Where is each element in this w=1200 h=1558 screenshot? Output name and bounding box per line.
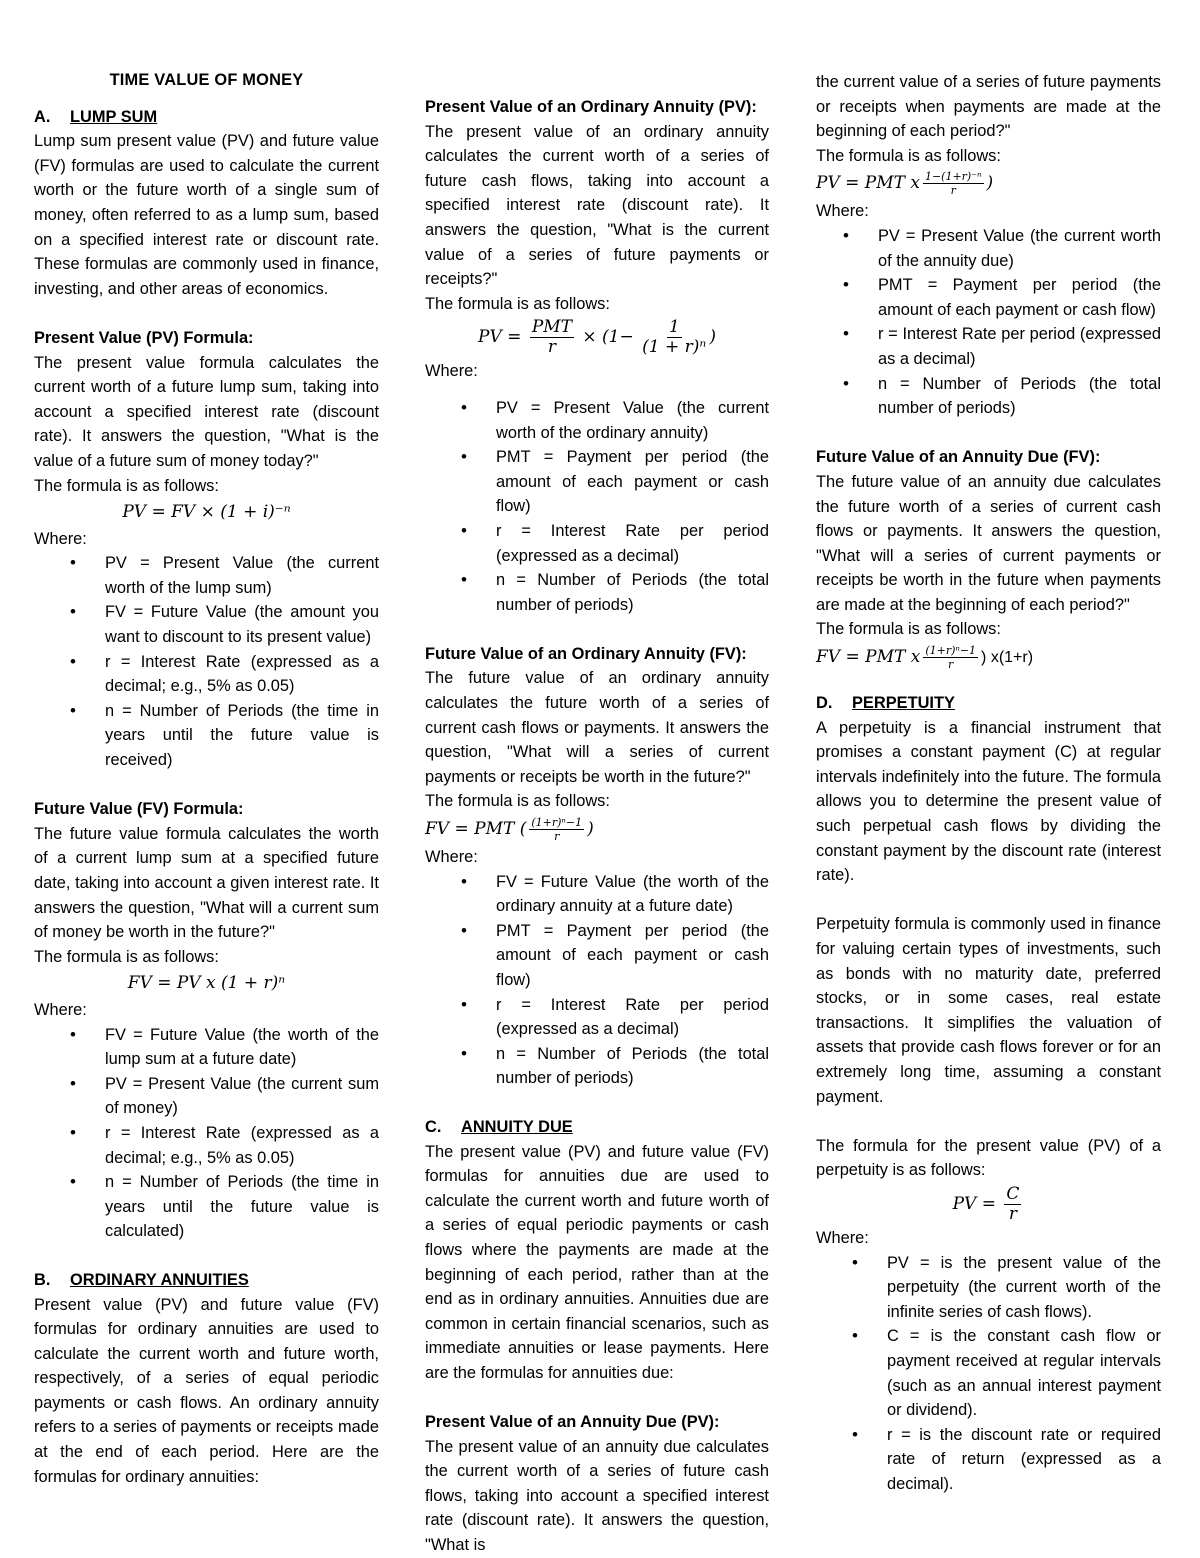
formula-lhs: FV = PMT ( bbox=[425, 819, 527, 840]
list-item: • r = Interest Rate (expressed as a decimal; e.g., 5% as 0.05) bbox=[34, 1121, 379, 1170]
section-letter: B. bbox=[34, 1270, 51, 1289]
list-item: • n = Number of Periods (the total number of periods) bbox=[425, 1042, 769, 1091]
list-item: • PV = is the present value of the perpetuity (the current worth of the infinite series of cash flows). bbox=[816, 1251, 1161, 1325]
formula-lhs: PV = bbox=[952, 1193, 996, 1214]
section-title: ORDINARY ANNUITIES bbox=[70, 1270, 249, 1289]
formula-end: ) bbox=[986, 173, 994, 194]
perpetuity-formula bbox=[816, 1185, 1161, 1224]
fv-ordinary-text: The future value of an ordinary annuity calculates the future worth of a series of current cash flows or payments. It answers the question, "What will a series of current payments or receipts be worth in the future?" bbox=[425, 669, 769, 786]
perpetuity-para-2: Perpetuity formula is commonly used in finance for valuing certain types of investments, such as bonds with no maturity date, preferred stocks, or in some cases, real estate transactions. It simplifies the valuation of assets that provide cash flows forever or for an extremely long time, assuming a constant payment. bbox=[816, 915, 1161, 1106]
list-item: • FV = Future Value (the worth of the ordinary annuity at a future date) bbox=[425, 870, 769, 919]
list-item: • r = Interest Rate per period (expressed as a decimal) bbox=[425, 519, 769, 568]
fv-ordinary-variable-list bbox=[425, 870, 769, 1091]
list-item: • r = is the discount rate or required rate of return (expressed as a decimal). bbox=[816, 1423, 1161, 1497]
formula-lhs: PV = bbox=[478, 327, 522, 348]
pv-formula-heading: Present Value (PV) Formula: bbox=[34, 328, 254, 347]
formula-end: ) bbox=[587, 819, 594, 840]
fv-due-text: The future value of an annuity due calculates the future worth of a series of current cash flows or payments. It answers the question, "What will a series of current payments or receipts be worth in the future when payments are made at the beginning of each period?" bbox=[816, 472, 1161, 614]
where-label: Where: bbox=[34, 529, 87, 548]
pv-ordinary-heading: Present Value of an Ordinary Annuity (PV): bbox=[425, 98, 757, 116]
pv-ordinary-text: The present value of an ordinary annuity calculates the current worth of a series of future cash flows, taking into account a specified interest rate (discount rate). It answers the question, "What is the current value of a series of future payments or receipts?" bbox=[425, 122, 769, 289]
fv-formula: FV = PV x (1 + r)ⁿ bbox=[127, 973, 286, 994]
list-item: • PMT = Payment per period (the amount of each payment or cash flow) bbox=[425, 919, 769, 993]
formula-fraction bbox=[529, 816, 584, 843]
pv-due-formula bbox=[816, 170, 1161, 197]
fv-formula-heading: Future Value (FV) Formula: bbox=[34, 800, 244, 819]
list-item: • n = Number of Periods (the time in years until the future value is received) bbox=[34, 699, 379, 773]
list-item: • r = Interest Rate per period (expressed as a decimal) bbox=[425, 993, 769, 1042]
pv-due-heading: Present Value of an Annuity Due (PV): bbox=[425, 1413, 720, 1432]
formula-fraction bbox=[642, 318, 706, 357]
denominator: r bbox=[554, 830, 560, 844]
section-c-heading bbox=[425, 1115, 769, 1140]
fv-due-formula bbox=[816, 644, 1161, 671]
list-item: • r = Interest Rate (expressed as a decimal; e.g., 5% as 0.05) bbox=[34, 650, 379, 699]
list-item: • PV = Present Value (the current worth of the annuity due) bbox=[816, 224, 1161, 273]
formula-mid: × (1− bbox=[582, 327, 634, 348]
denominator: r bbox=[547, 337, 556, 358]
section-a-heading bbox=[34, 105, 379, 130]
formula-fraction bbox=[530, 318, 574, 357]
perpetuity-variable-list bbox=[816, 1251, 1161, 1497]
denominator: r bbox=[948, 658, 954, 672]
fv-ordinary-formula bbox=[425, 816, 769, 843]
ordinary-intro: Present value (PV) and future value (FV) formulas for ordinary annuities are used to calculate the current worth and future worth, respectively, of a series of equal periodic payments or cash flows. An ordinary annuity refers to a series of payments or receipts made at the end of each period. Here are the formulas for ordinary annuities: bbox=[34, 1295, 379, 1486]
numerator: C bbox=[1006, 1183, 1020, 1204]
section-d-heading bbox=[816, 691, 1161, 716]
list-item: • PV = Present Value (the current worth of the lump sum) bbox=[34, 551, 379, 600]
where-label: Where: bbox=[425, 362, 478, 381]
denominator: r bbox=[1008, 1203, 1017, 1224]
pv-ordinary-formula bbox=[425, 318, 769, 357]
formula-lead: The formula is as follows: bbox=[816, 620, 1001, 639]
formula-end: ) x(1+r) bbox=[981, 649, 1034, 667]
numerator: PMT bbox=[531, 317, 572, 338]
list-item: • C = is the constant cash flow or payment received at regular intervals (such as an annual interest payment or dividend). bbox=[816, 1324, 1161, 1422]
formula-lead: The formula is as follows: bbox=[34, 947, 219, 966]
column-2 bbox=[425, 95, 769, 1558]
fv-ordinary-heading: Future Value of an Ordinary Annuity (FV): bbox=[425, 644, 747, 663]
numerator: 1−(1+r)⁻ⁿ bbox=[924, 170, 982, 184]
pv-ordinary-variable-list bbox=[425, 396, 769, 617]
formula-fraction bbox=[923, 170, 984, 197]
list-item: • r = Interest Rate per period (expressed as a decimal) bbox=[816, 322, 1161, 371]
column-1 bbox=[34, 68, 379, 1489]
formula-lhs: FV = PMT x bbox=[816, 647, 921, 668]
list-item: • PV = Present Value (the current sum of money) bbox=[34, 1072, 379, 1121]
section-letter: D. bbox=[816, 694, 833, 713]
list-item: • PMT = Payment per period (the amount of each payment or cash flow) bbox=[425, 445, 769, 519]
list-item: • n = Number of Periods (the total number of periods) bbox=[425, 568, 769, 617]
denominator: (1 + r)ⁿ bbox=[642, 337, 707, 358]
numerator: (1+r)ⁿ−1 bbox=[925, 644, 977, 658]
annuity-due-intro: The present value (PV) and future value (FV) formulas for annuities due are used to calculate the current worth and future worth of a series of equal periodic payments or cash flows where the payments are made at the beginning of each period, rather than at the end as in ordinary annuities. Annuities due are common in certain financial scenarios, such as immediate annuities or lease payments. Here are the formulas for annuities due: bbox=[425, 1142, 769, 1382]
perpetuity-intro: A perpetuity is a financial instrument that promises a constant payment (C) at regular intervals indefinitely into the future. The formula allows you to determine the present value of such perpetual cash flows by dividing the constant payment by the discount rate (interest rate). bbox=[816, 718, 1161, 885]
section-title: LUMP SUM bbox=[70, 107, 158, 126]
formula-lead: The formula is as follows: bbox=[425, 792, 610, 811]
formula-lead: The formula is as follows: bbox=[816, 146, 1001, 165]
lump-sum-intro: Lump sum present value (PV) and future value (FV) formulas are used to calculate the current worth or the future worth of a single sum of money, often referred to as a lump sum, based on a specified interest rate or discount rate. These formulas are commonly used in finance, investing, and other areas of economics. bbox=[34, 132, 379, 298]
list-item: • n = Number of Periods (the total number of periods) bbox=[816, 372, 1161, 421]
numerator: (1+r)ⁿ−1 bbox=[531, 816, 583, 830]
list-item: • FV = Future Value (the amount you want to discount to its present value) bbox=[34, 600, 379, 649]
fv-formula-text: The future value formula calculates the worth of a current lump sum at a specified future date, taking into account a given interest rate. It answers the question, "What will a current sum of money be worth in the future?" bbox=[34, 824, 379, 942]
list-item: • PMT = Payment per period (the amount of each payment or cash flow) bbox=[816, 273, 1161, 322]
pv-formula-text: The present value formula calculates the current worth of a future lump sum, taking into account a specified interest rate (discount rate). It answers the question, "What is the value of a future sum of money today?" bbox=[34, 353, 379, 470]
page-title: TIME VALUE OF MONEY bbox=[109, 71, 304, 89]
section-title: ANNUITY DUE bbox=[461, 1117, 573, 1136]
section-title: PERPETUITY bbox=[852, 694, 955, 713]
list-item: • FV = Future Value (the worth of the lump sum at a future date) bbox=[34, 1023, 379, 1072]
pv-formula: PV = FV × (1 + i)⁻ⁿ bbox=[122, 502, 291, 523]
column-3 bbox=[816, 70, 1161, 1496]
formula-lead: The formula is as follows: bbox=[425, 294, 610, 313]
denominator: r bbox=[950, 184, 956, 198]
fv-variable-list bbox=[34, 1023, 379, 1244]
formula-lead: The formula is as follows: bbox=[34, 476, 219, 495]
pv-due-variable-list bbox=[816, 224, 1161, 421]
where-label: Where: bbox=[34, 1000, 87, 1019]
section-b-heading bbox=[34, 1268, 379, 1293]
list-item: • PV = Present Value (the current worth of the ordinary annuity) bbox=[425, 396, 769, 445]
where-label: Where: bbox=[816, 1228, 869, 1247]
pv-variable-list bbox=[34, 551, 379, 772]
perpetuity-para-3: The formula for the present value (PV) of a perpetuity is as follows: bbox=[816, 1136, 1161, 1180]
section-letter: C. bbox=[425, 1117, 442, 1136]
list-item: • n = Number of Periods (the time in years until the future value is calculated) bbox=[34, 1170, 379, 1244]
formula-fraction bbox=[923, 644, 978, 671]
formula-fraction bbox=[1004, 1185, 1021, 1224]
section-letter: A. bbox=[34, 107, 51, 126]
formula-end: ) bbox=[709, 327, 716, 348]
pv-due-text-start: The present value of an annuity due calculates the current worth of a series of future cash flows, taking into account a specified interest rate (discount rate). It answers the question, "What is bbox=[425, 1437, 769, 1555]
pv-due-text-cont: the current value of a series of future payments or receipts when payments are made at the beginning of each period?" bbox=[816, 73, 1161, 141]
fv-due-heading: Future Value of an Annuity Due (FV): bbox=[816, 448, 1101, 467]
where-label: Where: bbox=[425, 848, 478, 867]
where-label: Where: bbox=[816, 202, 869, 221]
numerator: 1 bbox=[668, 317, 680, 338]
formula-lhs: PV = PMT x bbox=[816, 173, 920, 194]
